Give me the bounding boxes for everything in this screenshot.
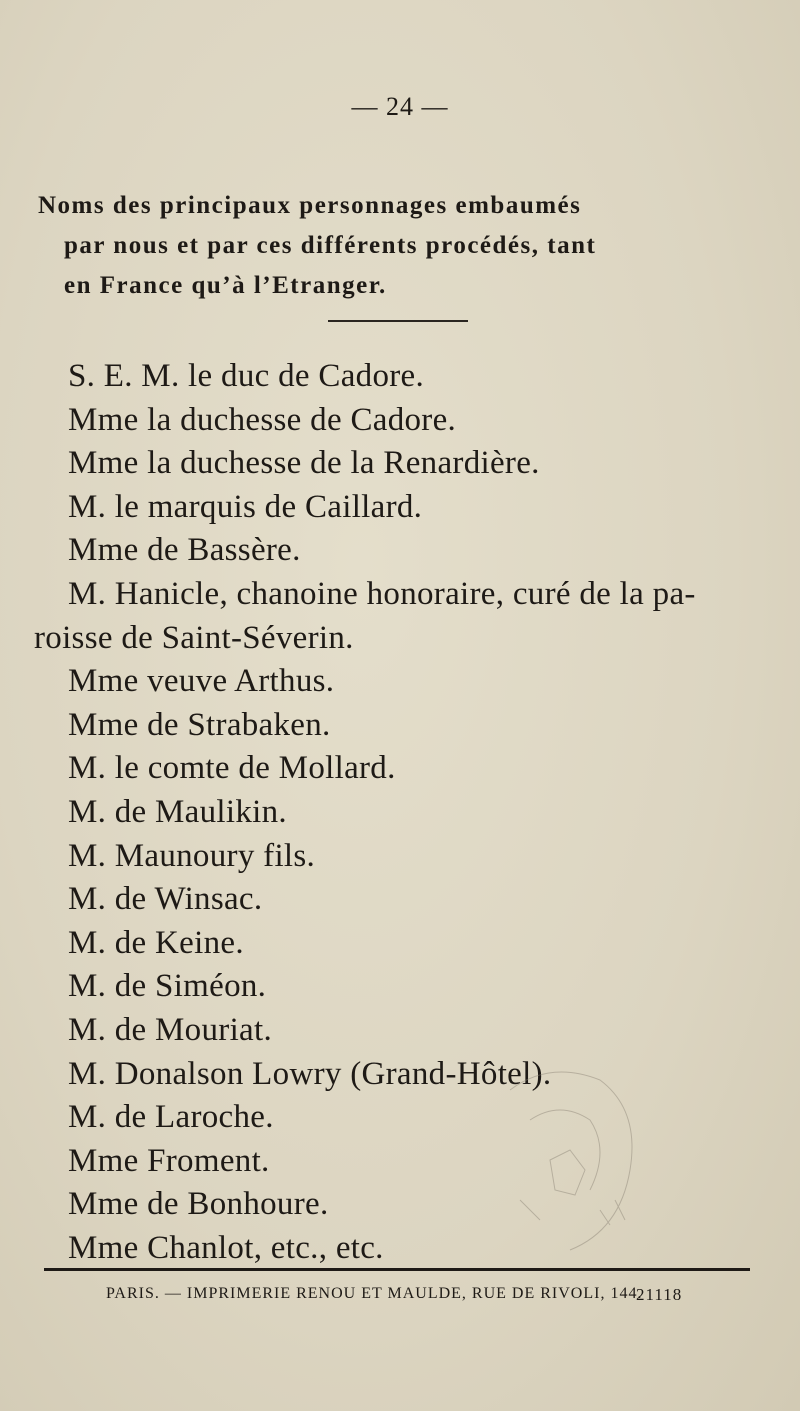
list-item: M. de Siméon. bbox=[68, 968, 267, 1005]
heading-divider bbox=[328, 320, 468, 322]
list-item: M. Hanicle, chanoine honoraire, curé de la pa- bbox=[68, 575, 696, 612]
page-number: — 24 — bbox=[351, 92, 449, 121]
print-code: 21118 bbox=[636, 1285, 683, 1304]
list-item: M. de Keine. bbox=[68, 924, 244, 961]
names-list bbox=[0, 355, 800, 1270]
list-item: Mme veuve Arthus. bbox=[68, 663, 335, 700]
footer-rule bbox=[44, 1268, 750, 1271]
list-item: M. le comte de Mollard. bbox=[68, 750, 396, 787]
list-item: M. de Laroche. bbox=[68, 1099, 274, 1136]
faded-stamp-mark bbox=[490, 1050, 650, 1270]
list-item: Mme de Bonhoure. bbox=[68, 1186, 329, 1223]
section-heading bbox=[38, 186, 758, 306]
list-item: S. E. M. le duc de Cadore. bbox=[68, 358, 425, 394]
list-item: Mme Chanlot, etc., etc. bbox=[68, 1229, 384, 1266]
printer-imprint: PARIS. — IMPRIMERIE RENOU ET MAULDE, RUE DE RIVOLI, 144. bbox=[106, 1285, 643, 1302]
list-item: M. de Maulikin. bbox=[68, 793, 287, 830]
list-item-continuation: roisse de Saint-Séverin. bbox=[34, 619, 354, 656]
heading-line-1: Noms des principaux personnages embaumés bbox=[38, 192, 582, 219]
heading-line-3: en France qu’à l’Etranger. bbox=[64, 272, 387, 299]
list-item: Mme de Strabaken. bbox=[68, 706, 331, 743]
list-item: M. de Mouriat. bbox=[68, 1011, 273, 1048]
list-item: Mme Froment. bbox=[68, 1142, 270, 1179]
list-item: Mme la duchesse de la Renardière. bbox=[68, 445, 540, 482]
list-item: M. le marquis de Caillard. bbox=[68, 488, 423, 525]
list-item: M. de Winsac. bbox=[68, 881, 263, 918]
heading-line-2: par nous et par ces différents procédés, tant bbox=[64, 232, 597, 259]
list-item: M. Donalson Lowry (Grand-Hôtel). bbox=[68, 1055, 552, 1092]
list-item: M. Maunoury fils. bbox=[68, 837, 316, 874]
list-item: Mme de Bassère. bbox=[68, 532, 301, 569]
list-item: Mme la duchesse de Cadore. bbox=[68, 401, 457, 438]
